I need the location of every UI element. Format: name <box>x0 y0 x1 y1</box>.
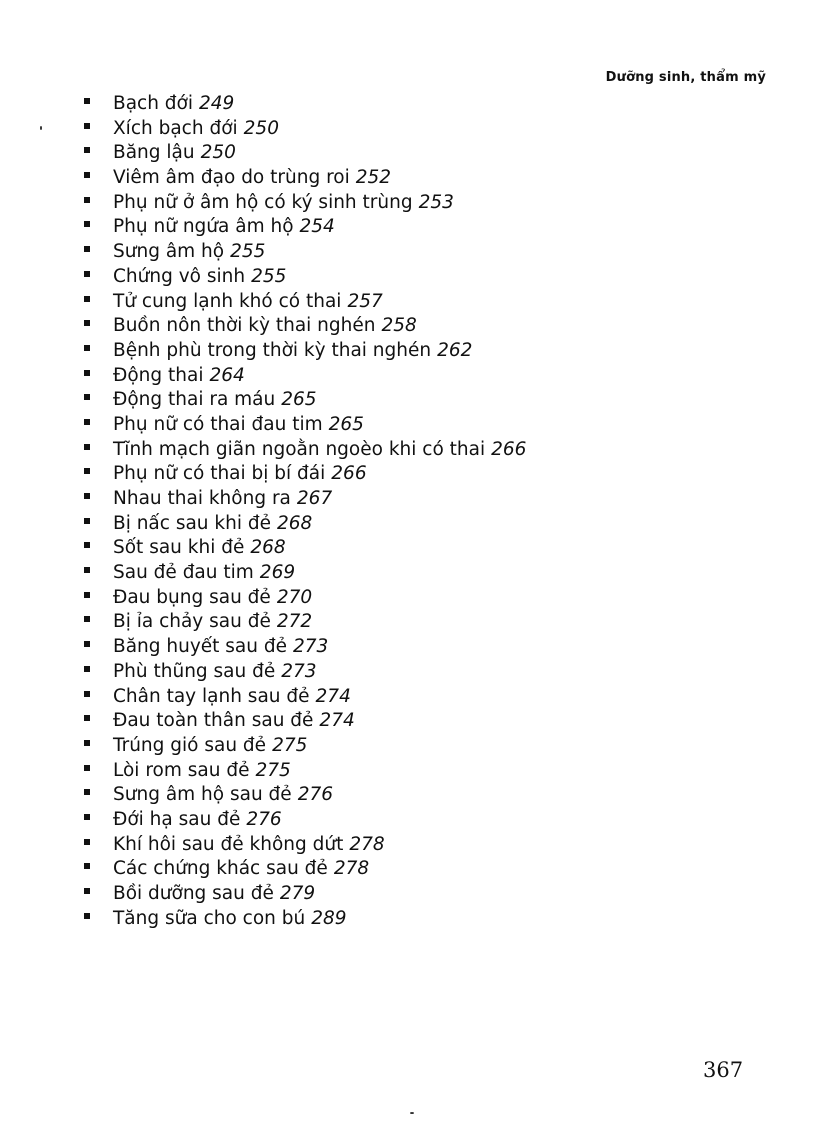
toc-entry <box>84 117 526 142</box>
toc-list <box>84 92 526 931</box>
bullet-icon <box>84 197 90 203</box>
bullet-icon <box>84 444 90 450</box>
bullet-icon <box>84 592 90 598</box>
toc-entry <box>84 759 526 784</box>
toc-entry-page: 252 <box>355 167 392 189</box>
toc-entry-title: Sưng âm hộ <box>113 241 225 263</box>
toc-entry <box>84 141 526 166</box>
scan-speck <box>410 1112 414 1114</box>
bullet-icon <box>84 715 90 721</box>
toc-entry <box>84 907 526 932</box>
toc-entry-title: Phụ nữ có thai đau tim <box>113 413 323 435</box>
bullet-icon <box>84 518 90 524</box>
toc-entry-page: 273 <box>293 636 329 658</box>
toc-entry-title: Bạch đới <box>113 93 194 114</box>
toc-entry <box>84 166 526 191</box>
toc-entry-title: Phụ nữ ngứa âm hộ <box>113 216 294 238</box>
toc-entry-title: Bị ỉa chảy sau đẻ <box>113 611 271 633</box>
bullet-icon <box>84 246 90 252</box>
toc-entry-title: Lòi rom sau đẻ <box>113 759 250 781</box>
toc-entry-page: 276 <box>246 808 282 830</box>
bullet-icon <box>84 345 90 351</box>
toc-entry-page: 275 <box>255 759 291 781</box>
toc-entry-page: 262 <box>437 339 473 361</box>
toc-entry-page: 266 <box>331 463 367 485</box>
bullet-icon <box>84 740 90 746</box>
toc-entry-title: Phụ nữ ở âm hộ có ký sinh trùng <box>113 191 413 213</box>
toc-entry-title: Các chứng khác sau đẻ <box>113 858 328 880</box>
toc-entry-page: 272 <box>276 611 313 633</box>
toc-entry-title: Băng lậu <box>113 142 195 164</box>
toc-entry <box>84 92 526 117</box>
toc-entry-title: Bệnh phù trong thời kỳ thai nghén <box>113 339 432 361</box>
toc-entry-page: 265 <box>281 389 317 411</box>
toc-entry <box>84 586 526 611</box>
toc-entry-title: Chân tay lạnh sau đẻ <box>113 685 310 707</box>
toc-entry <box>84 857 526 882</box>
toc-entry-page: 258 <box>381 315 417 337</box>
toc-entry-title: Bị nấc sau khi đẻ <box>113 512 271 534</box>
bullet-icon <box>84 542 90 548</box>
toc-entry-page: 270 <box>276 586 313 608</box>
toc-entry <box>84 882 526 907</box>
bullet-icon <box>84 172 90 178</box>
toc-entry-page: 278 <box>349 833 385 855</box>
toc-entry <box>84 685 526 710</box>
bullet-icon <box>84 863 90 869</box>
bullet-icon <box>84 394 90 400</box>
scan-speck <box>40 126 42 130</box>
toc-entry-title: Viêm âm đạo do trùng roi <box>113 167 350 189</box>
toc-entry-page: 273 <box>281 660 317 682</box>
bullet-icon <box>84 814 90 820</box>
toc-entry <box>84 265 526 290</box>
toc-entry-page: 279 <box>279 883 316 904</box>
toc-entry-title: Đau bụng sau đẻ <box>113 586 271 608</box>
toc-entry-page: 257 <box>347 290 383 312</box>
toc-entry-page: 276 <box>297 784 333 806</box>
toc-entry-title: Chứng vô sinh <box>113 265 246 287</box>
bullet-icon <box>84 147 90 153</box>
bullet-icon <box>84 419 90 425</box>
toc-entry <box>84 783 526 808</box>
toc-entry-title: Khí hôi sau đẻ không dứt <box>113 833 344 855</box>
toc-entry-page: 253 <box>418 191 454 213</box>
toc-entry-title: Tăng sữa cho con bú <box>113 907 306 929</box>
toc-entry-title: Bồi dưỡng sau đẻ <box>113 883 274 904</box>
toc-entry-title: Buồn nôn thời kỳ thai nghén <box>113 315 376 337</box>
bullet-icon <box>84 221 90 227</box>
bullet-icon <box>84 370 90 376</box>
toc-entry <box>84 413 526 438</box>
toc-entry-title: Băng huyết sau đẻ <box>113 636 287 658</box>
toc-entry-title: Động thai ra máu <box>113 389 276 411</box>
bullet-icon <box>84 468 90 474</box>
bullet-icon <box>84 666 90 672</box>
toc-entry-page: 250 <box>200 142 236 164</box>
toc-entry <box>84 734 526 759</box>
toc-entry <box>84 487 526 512</box>
toc-entry <box>84 660 526 685</box>
toc-entry-page: 274 <box>315 685 351 707</box>
toc-entry-page: 278 <box>333 858 370 880</box>
toc-entry-title: Đới hạ sau đẻ <box>113 808 241 830</box>
bullet-icon <box>84 567 90 573</box>
toc-entry-title: Đau toàn thân sau đẻ <box>113 710 314 732</box>
toc-entry <box>84 808 526 833</box>
toc-entry <box>84 635 526 660</box>
toc-entry-page: 269 <box>259 562 296 584</box>
toc-entry <box>84 364 526 389</box>
toc-entry <box>84 314 526 339</box>
toc-entry <box>84 462 526 487</box>
bullet-icon <box>84 839 90 845</box>
toc-entry-title: Trúng gió sau đẻ <box>113 734 267 756</box>
bullet-icon <box>84 691 90 697</box>
toc-entry-title: Xích bạch đới <box>113 117 238 139</box>
toc-entry-title: Nhau thai không ra <box>113 488 291 509</box>
toc-entry <box>84 215 526 240</box>
toc-entry-page: 255 <box>251 265 287 287</box>
bullet-icon <box>84 296 90 302</box>
toc-entry <box>84 610 526 635</box>
toc-entry-page: 268 <box>277 512 313 534</box>
toc-entry <box>84 709 526 734</box>
bullet-icon <box>84 493 90 499</box>
running-header: Dưỡng sinh, thẩm mỹ <box>605 70 766 85</box>
bullet-icon <box>84 913 90 919</box>
toc-entry <box>84 561 526 586</box>
bullet-icon <box>84 765 90 771</box>
bullet-icon <box>84 271 90 277</box>
toc-entry-title: Phụ nữ có thai bị bí đái <box>113 463 326 485</box>
toc-entry-title: Tĩnh mạch giãn ngoằn ngoèo khi có thai <box>113 438 486 460</box>
toc-entry-title: Động thai <box>113 364 204 386</box>
toc-entry-page: 275 <box>272 734 308 756</box>
bullet-icon <box>84 98 90 104</box>
toc-entry-page: 249 <box>199 93 235 114</box>
bullet-icon <box>84 789 90 795</box>
toc-entry-page: 266 <box>491 438 527 460</box>
toc-entry-page: 255 <box>230 241 266 263</box>
toc-entry-title: Tử cung lạnh khó có thai <box>113 290 342 312</box>
toc-entry <box>84 191 526 216</box>
toc-entry-page: 274 <box>319 710 355 732</box>
toc-entry <box>84 833 526 858</box>
bullet-icon <box>84 123 90 129</box>
toc-entry-page: 254 <box>299 216 335 238</box>
toc-entry <box>84 536 526 561</box>
toc-entry-title: Sưng âm hộ sau đẻ <box>113 784 292 806</box>
toc-entry-page: 289 <box>311 907 347 929</box>
toc-entry-page: 268 <box>250 537 286 559</box>
toc-entry-title: Sốt sau khi đẻ <box>113 537 245 559</box>
bullet-icon <box>84 616 90 622</box>
toc-entry-page: 267 <box>296 488 333 509</box>
bullet-icon <box>84 641 90 647</box>
toc-entry-title: Sau đẻ đau tim <box>113 562 254 584</box>
toc-entry-page: 265 <box>328 413 364 435</box>
bullet-icon <box>84 320 90 326</box>
toc-entry-title: Phù thũng sau đẻ <box>113 660 276 682</box>
toc-entry <box>84 388 526 413</box>
bullet-icon <box>84 888 90 894</box>
toc-entry <box>84 339 526 364</box>
toc-entry <box>84 290 526 315</box>
page-number: 367 <box>703 1058 744 1082</box>
toc-entry <box>84 240 526 265</box>
toc-entry-page: 250 <box>243 117 279 139</box>
toc-entry <box>84 438 526 463</box>
toc-entry <box>84 512 526 537</box>
toc-entry-page: 264 <box>209 364 245 386</box>
